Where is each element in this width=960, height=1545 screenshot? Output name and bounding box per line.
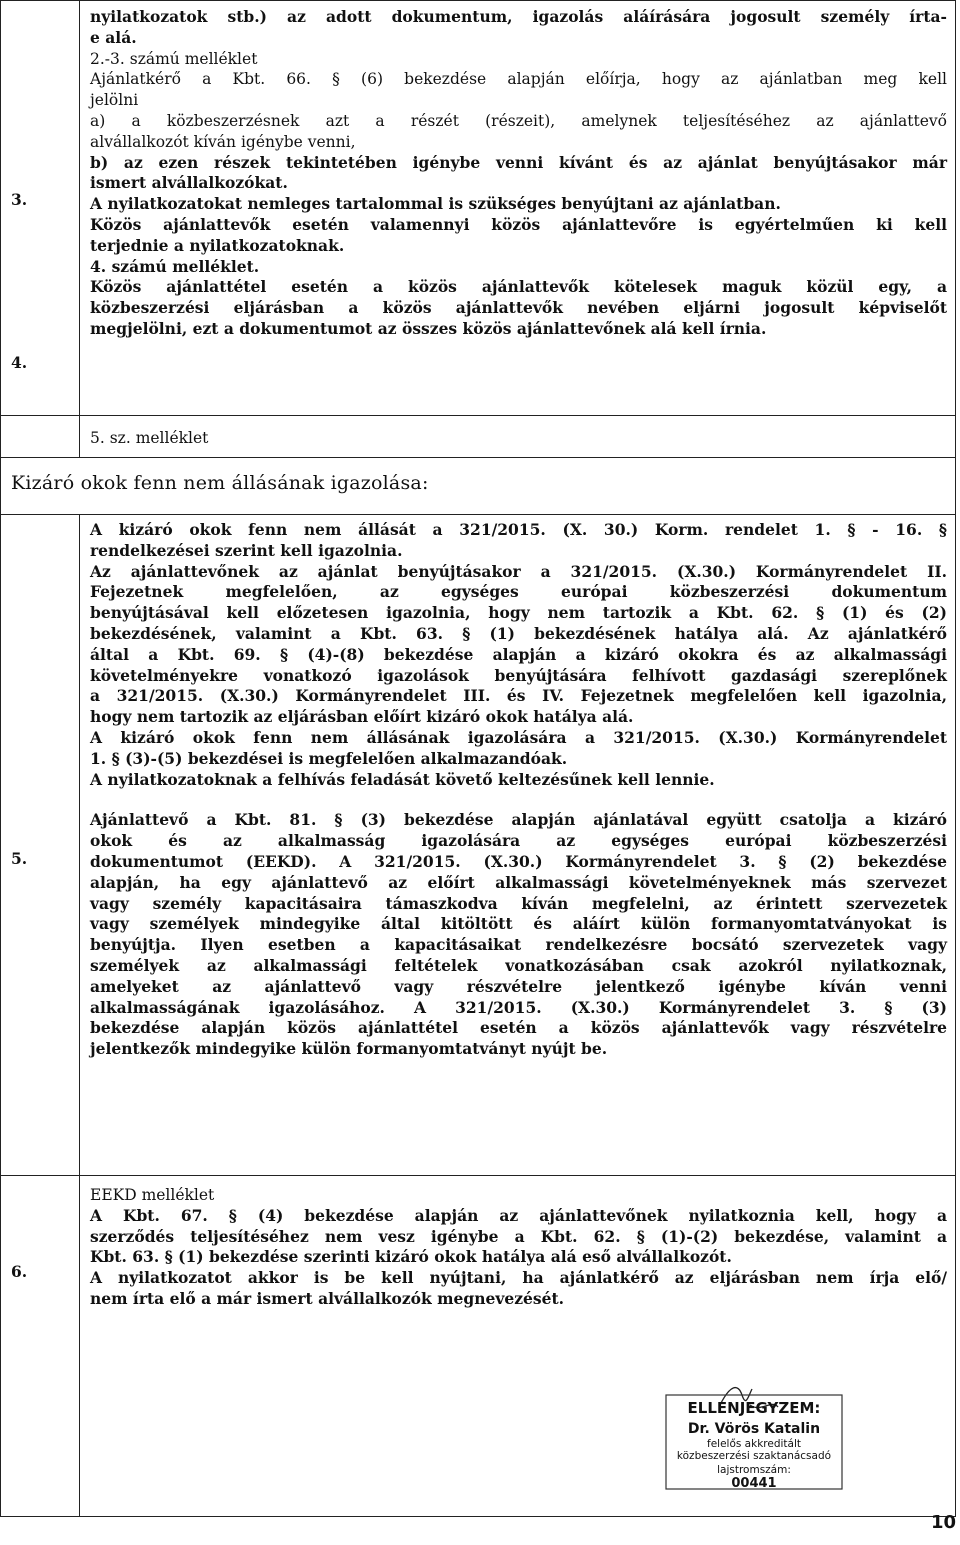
text-line: Kbt. 63. § (1) bekezdése szerinti kizáró okok hatálya alá eső alvállalkozót. xyxy=(90,1247,732,1267)
countersignature-stamp xyxy=(660,1383,850,1493)
text-line: alkalmasságának igazolásához. A 321/2015. (X.30.) Kormányrendelet 3. § (3) xyxy=(90,997,947,1017)
text-line: b) az ezen részek tekintetében igénybe venni kívánt és az ajánlat benyújtásakor már xyxy=(90,152,947,172)
text-line: rendelkezései szerint kell igazolnia. xyxy=(90,540,403,560)
stamp-line-1: felelős akkreditált xyxy=(707,1438,801,1450)
stamp-title: ELLENJEGYZEM: xyxy=(687,1399,821,1417)
text-line: Közös ajánlattevők esetén valamennyi közös ajánlattevőre is egyértelműen ki kell xyxy=(90,214,947,234)
text-line: alapján, ha egy ajánlattevő az előírt alkalmassági követelményeknek más szervezet xyxy=(90,872,947,892)
stamp-line-3: lajstromszám: xyxy=(717,1464,791,1476)
text-line: A Kbt. 67. § (4) bekezdése alapján az ajánlattevőnek nyilatkoznia kell, hogy a xyxy=(90,1205,947,1225)
section-heading: Kizáró okok fenn nem állásának igazolása: xyxy=(0,458,956,514)
text-line: bekezdésének, valamint a Kbt. 63. § (1) bekezdésének hatálya alá. Az ajánlatkérő xyxy=(90,623,947,643)
text-line: benyújtja. Ilyen esetben a kapacitásaikat rendelkezésre bocsátó szervezetek vagy xyxy=(90,935,947,955)
block1-content xyxy=(90,7,947,340)
text-line: bekezdése alapján közös ajánlattétel esetén a közös ajánlattevők vagy részvételre xyxy=(90,1018,947,1038)
text-line: Ajánlattevő a Kbt. 81. § (3) bekezdése alapján ajánlatával együtt csatolja a kizáró xyxy=(90,810,947,830)
text-line: A kizáró okok fenn nem állását a 321/2015. (X. 30.) Korm. rendelet 1. § - 16. § xyxy=(90,520,947,539)
text-line: megjelölni, ezt a dokumentumot az összes közös ajánlattevőnek alá kell írnia. xyxy=(90,318,767,338)
stamp-number: 00441 xyxy=(731,1476,777,1491)
text-line: hogy nem tartozik az eljárásban előírt kizáró okok hatálya alá. xyxy=(90,707,634,727)
text-line: vagy személy kapacitásaira támaszkodva kíván megfelelni, az érintett szervezetek xyxy=(90,893,947,913)
annex-label: EEKD melléklet xyxy=(90,1186,215,1204)
text-line: Fejezetnek megfelelően, az egységes európai közbeszerzési dokumentum xyxy=(90,582,947,602)
text-line: A nyilatkozatokat nemleges tartalommal is szükséges benyújtani az ajánlatban. xyxy=(90,194,781,214)
text-line: Közös ajánlattétel esetén a közös ajánlattevők kötelesek maguk közül egy, a xyxy=(90,277,947,297)
annex-5-label xyxy=(90,428,947,449)
text-line: vagy személyek mindegyike által kitöltött és aláírt külön formanyomtatványokat is xyxy=(90,914,947,934)
text-line: amelyeket az ajánlattevő vagy részvételre jelentkező igénybe kíván venni xyxy=(90,976,947,996)
page-number: 10 xyxy=(930,1512,956,1533)
row-number-column xyxy=(1,1176,80,1516)
text-line: ismert alvállalkozókat. xyxy=(90,173,288,193)
text-line: nem írta elő a már ismert alvállalkozók megnevezését. xyxy=(90,1288,565,1308)
table-block-3-4 xyxy=(0,0,956,458)
block3-content xyxy=(90,1185,947,1310)
block2-content xyxy=(90,520,947,1060)
row-number-5: 5. xyxy=(11,849,28,868)
text-line: alvállalkozót kíván igénybe venni, xyxy=(90,132,356,151)
text-line: dokumentumot (EEKD). A 321/2015. (X.30.) Kormányrendelet 3. § (2) bekezdése xyxy=(90,851,947,871)
row-divider xyxy=(1,415,955,416)
text-line: e alá. xyxy=(90,27,137,47)
text-line: A nyilatkozatot akkor is be kell nyújtani, ha ajánlatkérő az eljárásban nem írja elő/ xyxy=(90,1268,947,1288)
table-block-5 xyxy=(0,514,956,1176)
text-line: Ajánlatkérő a Kbt. 66. § (6) bekezdése alapján előírja, hogy az ajánlatban meg kell xyxy=(90,70,947,89)
text-line: okok és az alkalmasság igazolására az egységes európai közbeszerzési xyxy=(90,831,947,851)
annex-label: 2.-3. számú melléklet xyxy=(90,49,258,68)
text-line: jelentkezők mindegyike külön formanyomtatványt nyújt be. xyxy=(90,1039,608,1059)
stamp-line-2: közbeszerzési szaktanácsadó xyxy=(676,1450,832,1462)
text-line: A kizáró okok fenn nem állásának igazolására a 321/2015. (X.30.) Kormányrendelet xyxy=(90,727,947,747)
text-line: közbeszerzési eljárásban a közös ajánlattevők nevében eljárni jogosult képviselőt xyxy=(90,298,947,318)
text-line: személyek az alkalmassági feltételek vonatkozásában csak azokról nyilatkoznak, xyxy=(90,955,947,975)
text-line: követelményekre vonatkozó igazolások benyújtására felhívott gazdasági szereplőnek xyxy=(90,665,947,685)
text-line: terjednie a nyilatkozatoknak. xyxy=(90,235,345,255)
text-line: A nyilatkozatoknak a felhívás feladását követő keltezésűnek kell lennie. xyxy=(90,769,715,789)
row-number-column xyxy=(1,1,80,457)
text-line: Az ajánlattevőnek az ajánlat benyújtásakor a 321/2015. (X.30.) Kormányrendelet II. xyxy=(90,561,947,581)
paragraph-gap xyxy=(90,790,947,810)
text-line: jelölni xyxy=(90,91,139,110)
row-number-column xyxy=(1,515,80,1175)
text-line: a) a közbeszerzésnek azt a részét (részeit), amelynek teljesítéséhez az ajánlattevő xyxy=(90,111,947,130)
row-number-6: 6. xyxy=(11,1262,28,1281)
row-number-3: 3. xyxy=(11,190,28,209)
stamp-name: Dr. Vörös Katalin xyxy=(687,1421,821,1437)
text-line: a 321/2015. (X.30.) Kormányrendelet III. és IV. Fejezetnek megfelelően kell igazolnia, xyxy=(90,686,947,706)
text-line: által a Kbt. 69. § (4)-(8) bekezdése alapján a kizáró okokra és az alkalmassági xyxy=(90,644,947,664)
text-line: benyújtásával kell előzetesen igazolnia, hogy nem tartozik a Kbt. 62. § (1) és (2) xyxy=(90,603,947,623)
text-line: nyilatkozatok stb.) az adott dokumentum, igazolás aláírására jogosult személy írta- xyxy=(90,7,947,26)
text-line: 1. § (3)-(5) bekezdései is megfelelően alkalmazandóak. xyxy=(90,748,568,768)
text-line: szerződés teljesítéséhez nem vesz igénybe a Kbt. 62. § (1)-(2) bekezdése, valamint a xyxy=(90,1226,947,1246)
text-line: 5. sz. melléklet xyxy=(90,429,209,447)
row-number-4: 4. xyxy=(11,353,28,372)
annex-label: 4. számú melléklet. xyxy=(90,256,260,276)
